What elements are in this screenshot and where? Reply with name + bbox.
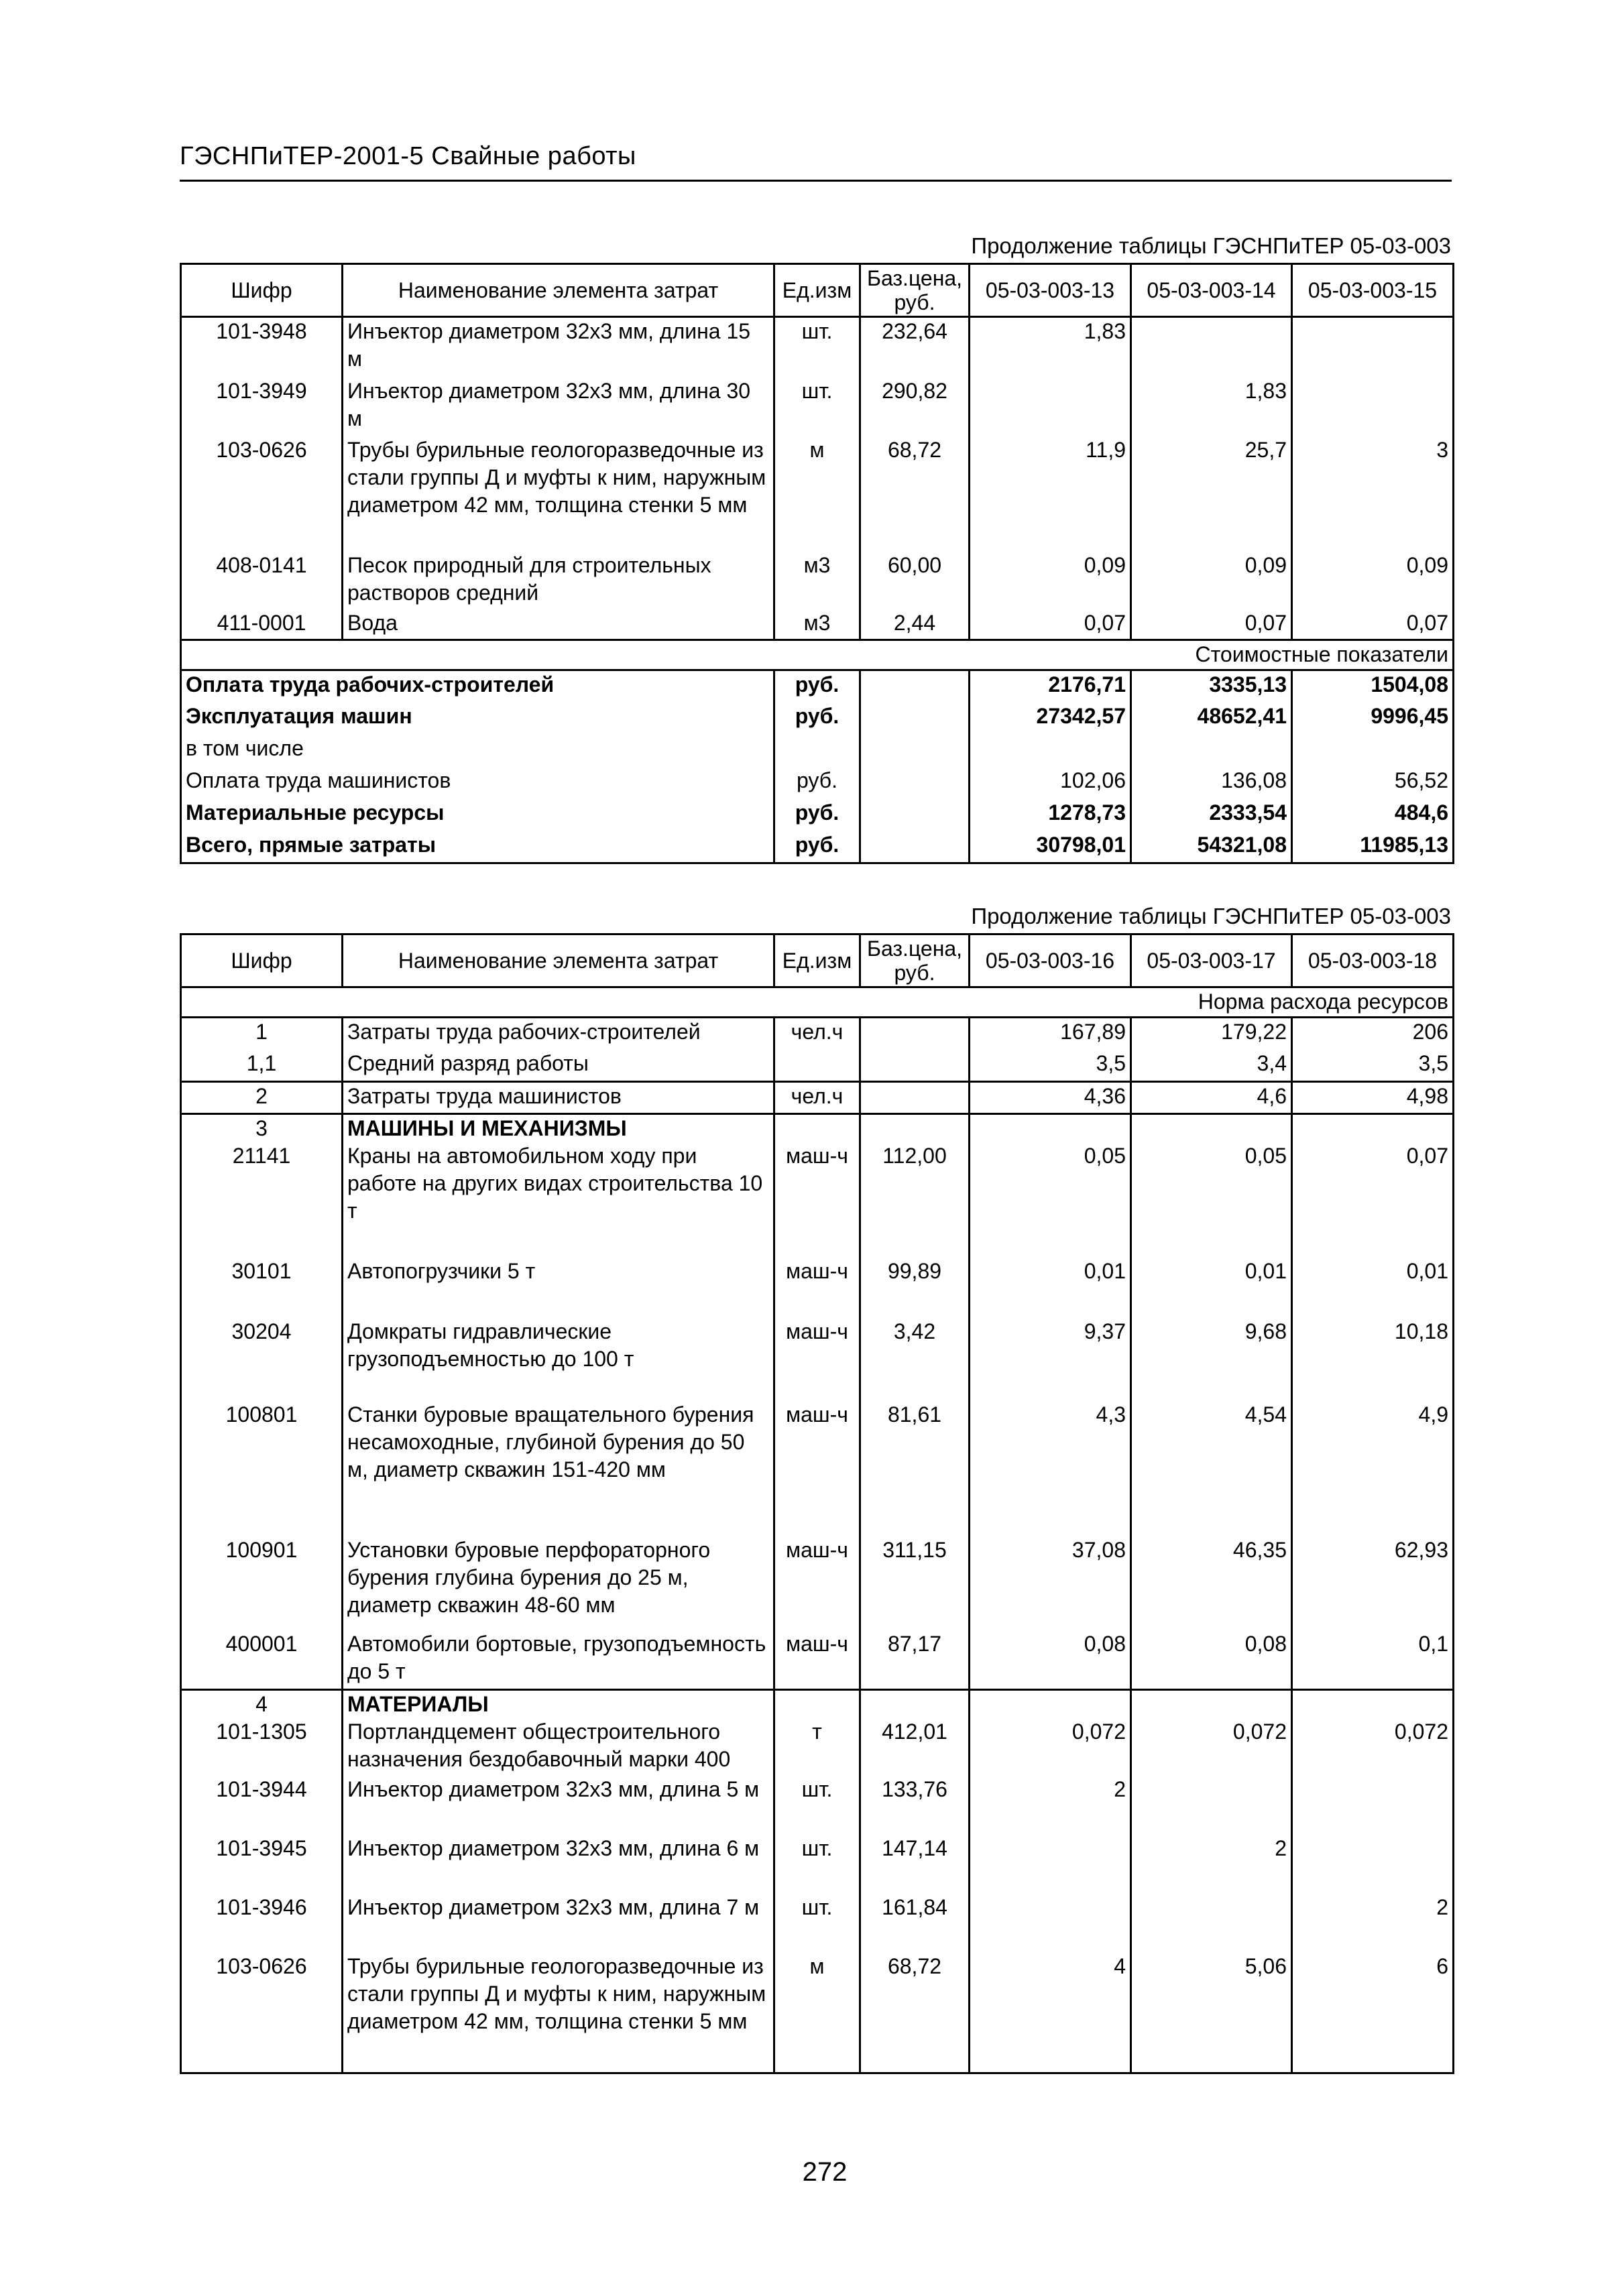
value-cell: 27342,57 (970, 703, 1131, 735)
name-cell: Автопогрузчики 5 т (343, 1258, 774, 1318)
column-header: 05-03-003-15 (1292, 264, 1454, 317)
value-cell: 5,06 (1131, 1953, 1292, 2073)
unit-cell: шт. (774, 377, 860, 436)
value-cell: 0,07 (970, 609, 1131, 640)
value-cell: 136,08 (1131, 767, 1292, 799)
value-cell: 2333,54 (1131, 799, 1292, 831)
value-cell (1131, 1776, 1292, 1835)
value-cell: 2 (1131, 1835, 1292, 1894)
code-cell: 4 (181, 1689, 343, 1718)
unit-cell: шт. (774, 1894, 860, 1953)
table-row (181, 1050, 1454, 1082)
value-cell: 0,072 (970, 1718, 1131, 1776)
value-cell: 179,22 (1131, 1018, 1292, 1050)
value-cell (1131, 735, 1292, 767)
column-header: 05-03-003-14 (1131, 264, 1292, 317)
price-cell (860, 670, 970, 703)
value-cell: 0,05 (970, 1142, 1131, 1258)
value-cell: 0,09 (1292, 552, 1454, 609)
column-header: 05-03-003-13 (970, 264, 1131, 317)
code-cell: 21141 (181, 1142, 343, 1258)
value-cell: 2176,71 (970, 670, 1131, 703)
value-cell: 3,4 (1131, 1050, 1292, 1082)
price-cell: 3,42 (860, 1318, 970, 1401)
column-header: Ед.изм (774, 264, 860, 317)
table-row (181, 552, 1454, 609)
code-cell: 103-0626 (181, 1953, 343, 2073)
cost-name-cell: Эксплуатация машин (181, 703, 774, 735)
unit-cell: т (774, 1718, 860, 1776)
name-cell: Краны на автомобильном ходу при работе на других видах строительства 10 т (343, 1142, 774, 1258)
value-cell (970, 1114, 1131, 1143)
value-cell: 30798,01 (970, 831, 1131, 863)
unit-cell: шт. (774, 1835, 860, 1894)
column-header: Наименование элемента затрат (343, 264, 774, 317)
value-cell: 0,05 (1131, 1142, 1292, 1258)
value-cell: 25,7 (1131, 436, 1292, 552)
table-row (181, 1142, 1454, 1258)
column-header: Шифр (181, 934, 343, 987)
unit-cell: м (774, 1953, 860, 2073)
code-cell: 30101 (181, 1258, 343, 1318)
price-cell: 112,00 (860, 1142, 970, 1258)
table-row (181, 1018, 1454, 1050)
table1-header-row (181, 264, 1454, 317)
section-heading: МАТЕРИАЛЫ (343, 1689, 774, 1718)
code-cell: 101-3945 (181, 1835, 343, 1894)
value-cell: 1,83 (1131, 377, 1292, 436)
table-row (181, 1630, 1454, 1689)
value-cell: 62,93 (1292, 1536, 1454, 1630)
unit-cell: руб. (774, 799, 860, 831)
value-cell (970, 377, 1131, 436)
unit-cell (774, 1689, 860, 1718)
cost-row (181, 767, 1454, 799)
value-cell: 4,54 (1131, 1401, 1292, 1536)
code-cell: 100801 (181, 1401, 343, 1536)
unit-cell: маш-ч (774, 1630, 860, 1689)
value-cell: 102,06 (970, 767, 1131, 799)
column-header: 05-03-003-17 (1131, 934, 1292, 987)
unit-cell: руб. (774, 767, 860, 799)
value-cell: 0,1 (1292, 1630, 1454, 1689)
price-cell (860, 735, 970, 767)
code-cell: 408-0141 (181, 552, 343, 609)
code-cell: 1,1 (181, 1050, 343, 1082)
name-cell: Песок природный для строительных растворов средний (343, 552, 774, 609)
price-cell: 60,00 (860, 552, 970, 609)
cost-name-cell: Всего, прямые затраты (181, 831, 774, 863)
cost-row (181, 703, 1454, 735)
cost-row (181, 670, 1454, 703)
name-cell: Станки буровые вращательного бурения несамоходные, глубиной бурения до 50 м, диаметр скважин 151-420 мм (343, 1401, 774, 1536)
column-header: Баз.цена, руб. (860, 264, 970, 317)
norm-band-label: Норма расхода ресурсов (181, 987, 1454, 1018)
value-cell: 484,6 (1292, 799, 1454, 831)
price-cell: 68,72 (860, 1953, 970, 2073)
unit-cell: маш-ч (774, 1258, 860, 1318)
name-cell: Установки буровые перфораторного бурения глубина бурения до 25 м, диаметр скважин 48-60 мм (343, 1536, 774, 1630)
section-heading-row (181, 1114, 1454, 1143)
price-cell: 290,82 (860, 377, 970, 436)
cost-row (181, 735, 1454, 767)
name-cell: Инъектор диаметром 32х3 мм, длина 15 м (343, 317, 774, 377)
value-cell: 4,9 (1292, 1401, 1454, 1536)
unit-cell: шт. (774, 317, 860, 377)
table-row (181, 1401, 1454, 1536)
value-cell: 46,35 (1131, 1536, 1292, 1630)
table-row (181, 1894, 1454, 1953)
value-cell: 4,3 (970, 1401, 1131, 1536)
value-cell (1292, 377, 1454, 436)
code-cell: 101-3948 (181, 317, 343, 377)
name-cell: Затраты труда рабочих-строителей (343, 1018, 774, 1050)
value-cell: 37,08 (970, 1536, 1131, 1630)
name-cell: Инъектор диаметром 32х3 мм, длина 5 м (343, 1776, 774, 1835)
table1-caption: Продолжение таблицы ГЭСНПиТЕР 05-03-003 (971, 233, 1451, 258)
value-cell: 3335,13 (1131, 670, 1292, 703)
value-cell: 0,08 (1131, 1630, 1292, 1689)
value-cell: 0,01 (1131, 1258, 1292, 1318)
price-cell (860, 1018, 970, 1050)
price-cell: 311,15 (860, 1536, 970, 1630)
value-cell (1131, 1894, 1292, 1953)
cost-name-cell: Оплата труда рабочих-строителей (181, 670, 774, 703)
value-cell: 167,89 (970, 1018, 1131, 1050)
value-cell: 9996,45 (1292, 703, 1454, 735)
table-row (181, 1082, 1454, 1114)
price-cell (860, 1082, 970, 1114)
value-cell: 3 (1292, 436, 1454, 552)
value-cell: 3,5 (970, 1050, 1131, 1082)
code-cell: 103-0626 (181, 436, 343, 552)
unit-cell: шт. (774, 1776, 860, 1835)
price-cell (860, 1689, 970, 1718)
value-cell: 3,5 (1292, 1050, 1454, 1082)
code-cell: 101-3946 (181, 1894, 343, 1953)
value-cell (970, 1894, 1131, 1953)
price-cell (860, 703, 970, 735)
name-cell: Автомобили бортовые, грузоподъемность до 5 т (343, 1630, 774, 1689)
column-header: Ед.изм (774, 934, 860, 987)
value-cell: 56,52 (1292, 767, 1454, 799)
section-heading: МАШИНЫ И МЕХАНИЗМЫ (343, 1114, 774, 1143)
value-cell: 2 (1292, 1894, 1454, 1953)
table-row (181, 377, 1454, 436)
name-cell: Инъектор диаметром 32х3 мм, длина 6 м (343, 1835, 774, 1894)
table-row (181, 1536, 1454, 1630)
name-cell: Средний разряд работы (343, 1050, 774, 1082)
value-cell (1131, 1114, 1292, 1143)
unit-cell (774, 735, 860, 767)
value-cell (970, 1689, 1131, 1718)
page-number: 272 (802, 2157, 848, 2187)
value-cell (1292, 1689, 1454, 1718)
value-cell: 0,01 (970, 1258, 1131, 1318)
column-header: Шифр (181, 264, 343, 317)
code-cell: 400001 (181, 1630, 343, 1689)
price-cell: 81,61 (860, 1401, 970, 1536)
column-header: 05-03-003-18 (1292, 934, 1454, 987)
value-cell: 54321,08 (1131, 831, 1292, 863)
value-cell: 0,072 (1131, 1718, 1292, 1776)
value-cell: 0,01 (1292, 1258, 1454, 1318)
value-cell: 6 (1292, 1953, 1454, 2073)
section-heading-row (181, 1689, 1454, 1718)
value-cell (1292, 317, 1454, 377)
cost-name-cell: Материальные ресурсы (181, 799, 774, 831)
cost-name-cell: в том числе (181, 735, 774, 767)
price-cell: 147,14 (860, 1835, 970, 1894)
value-cell: 0,09 (970, 552, 1131, 609)
name-cell: Инъектор диаметром 32х3 мм, длина 7 м (343, 1894, 774, 1953)
value-cell (1292, 735, 1454, 767)
price-cell: 133,76 (860, 1776, 970, 1835)
code-cell: 101-3944 (181, 1776, 343, 1835)
value-cell: 206 (1292, 1018, 1454, 1050)
value-cell: 11985,13 (1292, 831, 1454, 863)
column-header: Баз.цена, руб. (860, 934, 970, 987)
code-cell: 2 (181, 1082, 343, 1114)
cost-row (181, 799, 1454, 831)
value-cell: 1,83 (970, 317, 1131, 377)
unit-cell: маш-ч (774, 1142, 860, 1258)
table-row (181, 436, 1454, 552)
name-cell: Инъектор диаметром 32х3 мм, длина 30 м (343, 377, 774, 436)
price-cell: 412,01 (860, 1718, 970, 1776)
price-cell (860, 831, 970, 863)
value-cell (1292, 1114, 1454, 1143)
value-cell: 9,37 (970, 1318, 1131, 1401)
running-header: ГЭСНПиТЕР-2001-5 Свайные работы (180, 142, 636, 170)
unit-cell: чел.ч (774, 1082, 860, 1114)
value-cell: 4,98 (1292, 1082, 1454, 1114)
unit-cell (774, 1050, 860, 1082)
table-row (181, 1318, 1454, 1401)
code-cell: 1 (181, 1018, 343, 1050)
table2 (180, 933, 1454, 2074)
price-cell (860, 1114, 970, 1143)
name-cell: Трубы бурильные геологоразведочные из стали группы Д и муфты к ним, наружным диаметром 42 мм, толщина стенки 5 мм (343, 436, 774, 552)
table-row (181, 317, 1454, 377)
cost-band-label: Стоимостные показатели (181, 640, 1454, 670)
section-band (181, 987, 1454, 1018)
table-row (181, 609, 1454, 640)
unit-cell (774, 1114, 860, 1143)
unit-cell: м3 (774, 609, 860, 640)
cost-name-cell: Оплата труда машинистов (181, 767, 774, 799)
value-cell (1131, 317, 1292, 377)
name-cell: Вода (343, 609, 774, 640)
table-row (181, 1718, 1454, 1776)
name-cell: Трубы бурильные геологоразведочные из стали группы Д и муфты к ним, наружным диаметром 42 мм, толщина стенки 5 мм (343, 1953, 774, 2073)
price-cell: 99,89 (860, 1258, 970, 1318)
value-cell: 0,07 (1292, 1142, 1454, 1258)
value-cell (1292, 1776, 1454, 1835)
price-cell: 87,17 (860, 1630, 970, 1689)
table2-caption: Продолжение таблицы ГЭСНПиТЕР 05-03-003 (971, 904, 1451, 928)
table-row (181, 1835, 1454, 1894)
unit-cell: руб. (774, 703, 860, 735)
column-header: Наименование элемента затрат (343, 934, 774, 987)
unit-cell: маш-ч (774, 1536, 860, 1630)
value-cell (1131, 1689, 1292, 1718)
unit-cell: маш-ч (774, 1401, 860, 1536)
unit-cell: маш-ч (774, 1318, 860, 1401)
value-cell: 0,08 (970, 1630, 1131, 1689)
value-cell: 0,07 (1131, 609, 1292, 640)
unit-cell: чел.ч (774, 1018, 860, 1050)
price-cell (860, 799, 970, 831)
unit-cell: м3 (774, 552, 860, 609)
value-cell: 1278,73 (970, 799, 1131, 831)
unit-cell: руб. (774, 670, 860, 703)
unit-cell: руб. (774, 831, 860, 863)
price-cell: 2,44 (860, 609, 970, 640)
value-cell: 1504,08 (1292, 670, 1454, 703)
code-cell: 30204 (181, 1318, 343, 1401)
code-cell: 101-3949 (181, 377, 343, 436)
name-cell: Портландцемент общестроительного назначения бездобавочный марки 400 (343, 1718, 774, 1776)
price-cell (860, 1050, 970, 1082)
value-cell (970, 1835, 1131, 1894)
code-cell: 411-0001 (181, 609, 343, 640)
name-cell: Затраты труда машинистов (343, 1082, 774, 1114)
column-header: 05-03-003-16 (970, 934, 1131, 987)
value-cell: 10,18 (1292, 1318, 1454, 1401)
value-cell: 9,68 (1131, 1318, 1292, 1401)
code-cell: 100901 (181, 1536, 343, 1630)
table1 (180, 263, 1454, 864)
value-cell (970, 735, 1131, 767)
value-cell: 0,07 (1292, 609, 1454, 640)
table-row (181, 1258, 1454, 1318)
price-cell: 161,84 (860, 1894, 970, 1953)
header-rule (180, 180, 1452, 182)
cost-row (181, 831, 1454, 863)
value-cell: 0,09 (1131, 552, 1292, 609)
table-row (181, 1953, 1454, 2073)
price-cell: 68,72 (860, 436, 970, 552)
value-cell: 2 (970, 1776, 1131, 1835)
value-cell: 0,072 (1292, 1718, 1454, 1776)
section-band (181, 640, 1454, 670)
value-cell (1292, 1835, 1454, 1894)
table-row (181, 1776, 1454, 1835)
value-cell: 4,36 (970, 1082, 1131, 1114)
value-cell: 4 (970, 1953, 1131, 2073)
price-cell: 232,64 (860, 317, 970, 377)
table2-header-row (181, 934, 1454, 987)
unit-cell: м (774, 436, 860, 552)
value-cell: 4,6 (1131, 1082, 1292, 1114)
price-cell (860, 767, 970, 799)
value-cell: 11,9 (970, 436, 1131, 552)
value-cell: 48652,41 (1131, 703, 1292, 735)
name-cell: Домкраты гидравлические грузоподъемностью до 100 т (343, 1318, 774, 1401)
code-cell: 3 (181, 1114, 343, 1143)
code-cell: 101-1305 (181, 1718, 343, 1776)
